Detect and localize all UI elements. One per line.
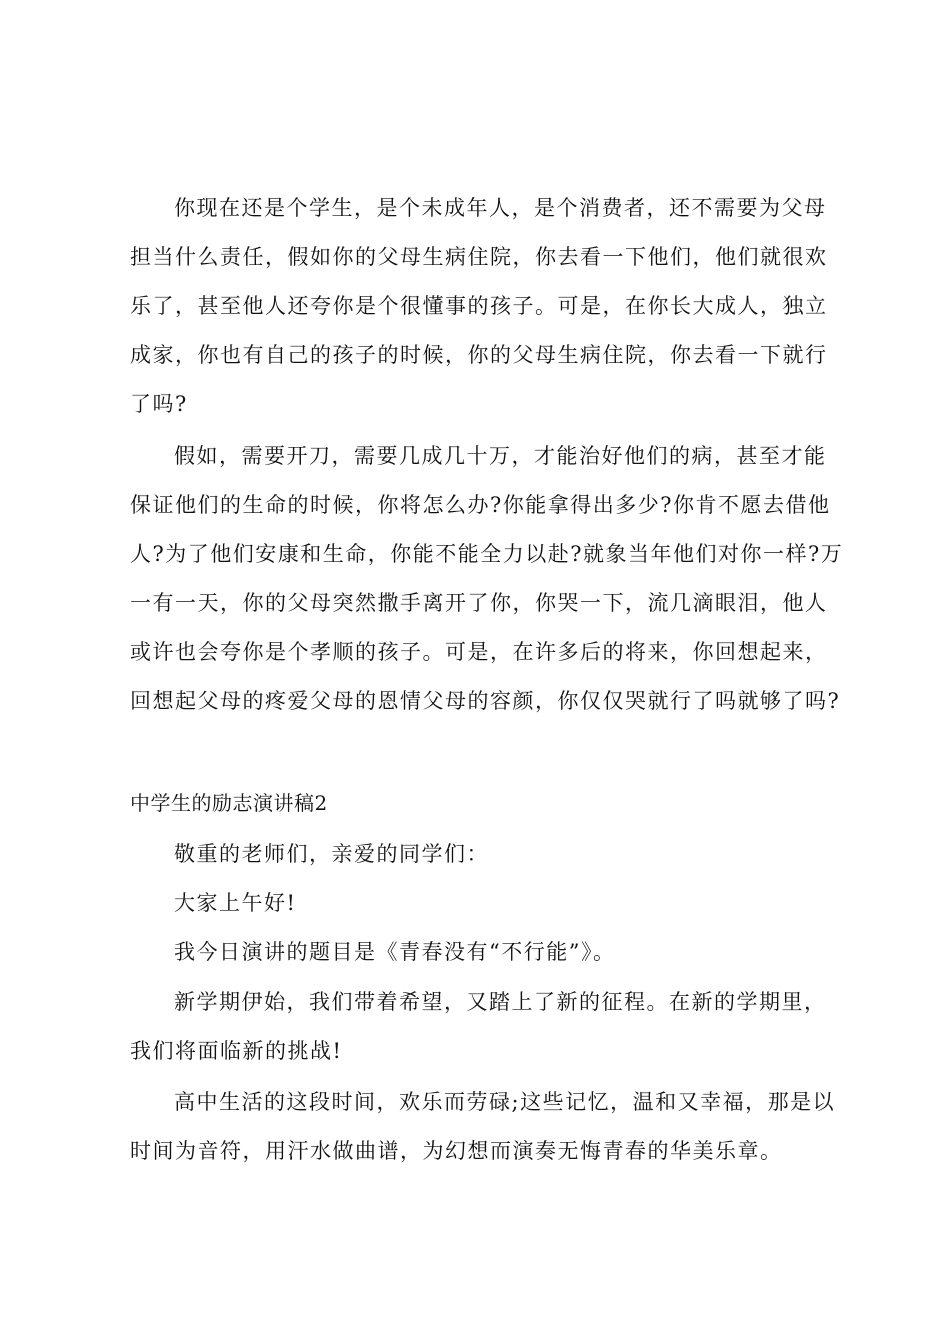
paragraph-4-line-1: 高中生活的这段时间，欢乐而劳碌;这些记忆，温和又幸福，那是以 <box>174 1090 836 1114</box>
section-title: 中学生的励志演讲稿2 <box>130 791 328 815</box>
paragraph-3-line-1: 新学期伊始，我们带着希望，又踏上了新的征程。在新的学期里， <box>174 990 827 1014</box>
salutation: 大家上午好! <box>174 891 297 915</box>
paragraph-2-line-1: 假如，需要开刀，需要几成几十万，才能治好他们的病，甚至才能 <box>174 444 827 468</box>
paragraph-3-line-2: 我们将面临新的挑战! <box>130 1039 343 1063</box>
paragraph-2-line-6: 回想起父母的疼爱父母的恩情父母的容颜，你仅仅哭就行了吗就够了吗? <box>130 689 841 713</box>
paragraph-4-line-2: 时间为音符，用汗水做曲谱，为幻想而演奏无悔青春的华美乐章。 <box>130 1139 783 1163</box>
paragraph-1-line-4: 成家，你也有自己的孩子的时候，你的父母生病住院，你去看一下就行 <box>130 343 828 367</box>
paragraph-2-line-2: 保证他们的生命的时候，你将怎么办?你能拿得出多少?你肯不愿去借他 <box>130 493 831 517</box>
paragraph-1-line-1: 你现在还是个学生，是个未成年人，是个消费者，还不需要为父母 <box>174 196 827 220</box>
paragraph-1-line-3: 乐了，甚至他人还夸你是个很懂事的孩子。可是，在你长大成人，独立 <box>130 294 828 318</box>
paragraph-2-line-5: 或许也会夸你是个孝顺的孩子。可是，在许多后的将来，你回想起来， <box>130 640 828 664</box>
paragraph-2-line-4: 一有一天，你的父母突然撒手离开了你，你哭一下，流几滴眼泪，他人 <box>130 591 828 615</box>
greeting: 敬重的老师们，亲爱的同学们： <box>174 842 489 866</box>
paragraph-1-line-5: 了吗? <box>130 392 188 416</box>
speech-topic: 我今日演讲的题目是《青春没有“不行能”》。 <box>174 940 616 964</box>
paragraph-2-line-3: 人?为了他们安康和生命，你能不能全力以赴?就象当年他们对你一样?万 <box>130 542 844 566</box>
paragraph-1-line-2: 担当什么责任，假如你的父母生病住院，你去看一下他们，他们就很欢 <box>130 245 828 269</box>
